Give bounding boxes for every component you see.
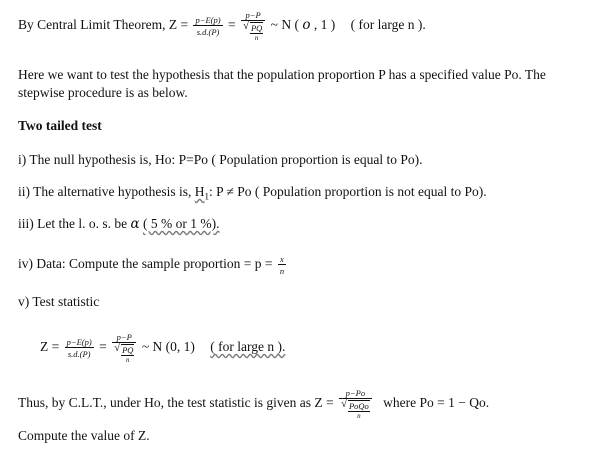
sqrt-expression bbox=[341, 400, 370, 420]
fraction-standardized bbox=[112, 332, 136, 364]
step-alternative-hypothesis bbox=[18, 184, 487, 205]
step-test-statistic: v) Test statistic bbox=[18, 294, 100, 309]
distribution-label: ~ N (0, 1) bbox=[141, 339, 195, 355]
fraction-denominator bbox=[112, 342, 136, 364]
sqrt-numerator: PoQo bbox=[348, 401, 369, 411]
sqrt-numerator: PQ bbox=[250, 23, 263, 33]
fraction-numerator: p−E(p) bbox=[66, 337, 92, 347]
step-los-values: ( 5 % or 1 %). bbox=[142, 216, 220, 231]
h1-symbol: $H_1$ bbox=[194, 184, 209, 202]
step-level-of-significance bbox=[18, 216, 219, 232]
step-alt-lead: ii) The alternative hypothesis is, bbox=[18, 184, 192, 199]
sqrt-expression bbox=[114, 344, 134, 364]
sqrt-content bbox=[348, 400, 370, 420]
sqrt-denominator: n bbox=[126, 356, 130, 364]
fraction-standardized bbox=[241, 10, 265, 42]
clt-lead-text: By Central Limit Theorem, bbox=[18, 17, 166, 33]
step-data-text: iv) Data: Compute the sample proportion = p = bbox=[18, 256, 273, 272]
fraction-test-statistic bbox=[339, 388, 372, 420]
conclusion-line bbox=[18, 388, 489, 420]
final-instruction: Compute the value of Z. bbox=[18, 428, 150, 443]
radical-sign-icon: √ bbox=[114, 342, 121, 354]
fraction-expectation bbox=[65, 337, 94, 359]
distribution-mean: o bbox=[302, 17, 311, 34]
step-data bbox=[18, 254, 288, 276]
distribution-variance: 1 ) bbox=[320, 17, 336, 33]
fraction-numerator: p−Po bbox=[345, 388, 366, 398]
z-equals: Z = bbox=[40, 339, 60, 355]
test-statistic-formula bbox=[40, 332, 285, 364]
step-los-lead: iii) Let the l. o. s. be bbox=[18, 216, 128, 231]
radical-sign-icon: √ bbox=[242, 20, 249, 32]
conclusion-lead: Thus, by C.L.T., under Ho, the test statistic is given as Z = bbox=[18, 395, 334, 411]
sqrt-expression bbox=[243, 22, 263, 42]
fraction-numerator: p−P bbox=[245, 10, 261, 20]
large-n-note: ( for large n ). bbox=[210, 339, 286, 355]
where-clause: where Po = 1 − Qo. bbox=[383, 395, 490, 411]
equals-sign: = bbox=[227, 17, 236, 33]
large-n-note: ( for large n ). bbox=[350, 17, 426, 33]
clt-formula-line bbox=[18, 10, 426, 42]
alpha-symbol: α bbox=[130, 216, 140, 232]
fraction-numerator: p−E(p) bbox=[195, 15, 221, 25]
sqrt-content bbox=[250, 22, 263, 42]
sqrt-denominator: n bbox=[254, 34, 259, 42]
fraction-numerator: x bbox=[280, 254, 284, 264]
step-alt-rest: : P ≠ Po ( Population proportion is not equal to Po). bbox=[208, 184, 487, 199]
fraction-expectation bbox=[193, 15, 222, 37]
distribution-label: ~ N ( bbox=[270, 17, 299, 33]
distribution-comma: , bbox=[313, 17, 318, 33]
fraction-denominator: s.d.(P) bbox=[65, 347, 94, 359]
radical-sign-icon: √ bbox=[340, 398, 347, 410]
fraction-sample-proportion bbox=[278, 254, 286, 276]
intro-paragraph: Here we want to test the hypothesis that the population proportion P has a specified value Po. The stepwise procedure is as below. bbox=[18, 67, 546, 100]
section-heading: Two tailed test bbox=[18, 118, 102, 133]
fraction-numerator: p−P bbox=[116, 332, 132, 342]
fraction-denominator: s.d.(P) bbox=[193, 25, 222, 37]
z-equals: Z = bbox=[168, 17, 189, 33]
equals-sign: = bbox=[99, 339, 107, 355]
step-null-hypothesis: i) The null hypothesis is, Ho: P=Po ( Population proportion is equal to Po). bbox=[18, 152, 423, 167]
sqrt-denominator: n bbox=[357, 412, 361, 420]
fraction-denominator bbox=[339, 398, 372, 420]
fraction-denominator: n bbox=[279, 266, 285, 276]
sqrt-content bbox=[121, 344, 134, 364]
fraction-denominator bbox=[241, 20, 265, 42]
sqrt-numerator: PQ bbox=[122, 345, 134, 355]
